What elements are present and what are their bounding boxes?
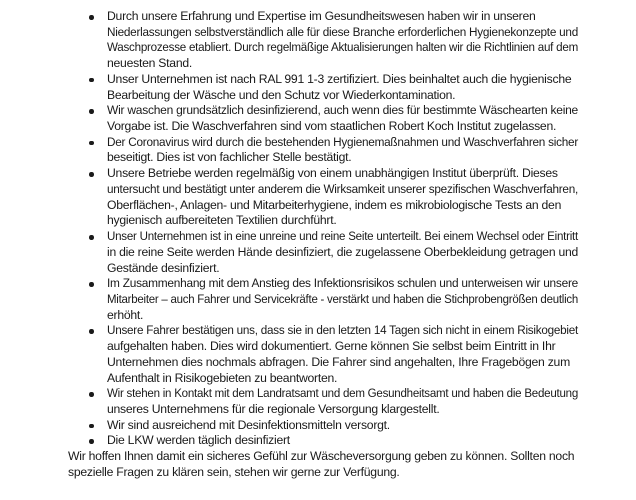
text-line: neuesten Stand.: [107, 56, 193, 71]
bullet-icon: [89, 109, 94, 114]
text-line: Die LKW werden täglich desinfiziert: [107, 433, 290, 448]
bullet-icon: [89, 439, 94, 444]
document-body: [0, 9, 636, 481]
text-line: Wir waschen grundsätzlich desinfizierend, auch wenn dies für bestimmte Wäschearten keine: [107, 103, 579, 118]
text-line: Mitarbeiter – auch Fahrer und Servicekräfte - verstärkt und haben die Stichprobengrößen deutlich: [107, 291, 578, 306]
bullet-icon: [89, 172, 94, 177]
text-line: Waschprozesse etabliert. Durch regelmäßige Aktualisierungen halten wir die Richtlinien auf dem: [107, 40, 578, 55]
text-line: Aufenthalt in Risikogebieten zu beantworten.: [107, 370, 338, 385]
text-line: Unser Unternehmen ist nach RAL 991 1-3 zertifiziert. Dies beinhaltet auch die hygienische: [107, 71, 572, 86]
bullet-icon: [89, 282, 94, 287]
text-line: erhöht.: [107, 307, 144, 322]
text-line: Bearbeitung der Wäsche und den Schutz vor Wiederkontamination.: [107, 87, 456, 102]
text-line: aufgehalten haben. Dies wird dokumentiert. Gerne können Sie selbst beim Eintritt in Ihr: [107, 339, 556, 354]
list-item: [0, 135, 636, 166]
list-item: [0, 433, 636, 449]
list-item: [0, 72, 636, 103]
text-line: Wir sind ausreichend mit Desinfektionsmitteln versorgt.: [107, 417, 390, 432]
text-line: Durch unsere Erfahrung und Expertise im Gesundheitswesen haben wir in unseren: [107, 9, 536, 23]
list-item: [0, 9, 636, 72]
text-line: Wir stehen in Kontakt mit dem Landratsamt und dem Gesundheitsamt und haben die Bedeutung: [107, 386, 579, 401]
list-item: [0, 229, 636, 276]
text-line: beseitigt. Dies ist von fachlicher Stelle bestätigt.: [107, 150, 352, 165]
bullet-icon: [89, 78, 94, 83]
text-line: Der Coronavirus wird durch die bestehenden Hygienemaßnahmen und Waschverfahren sicher: [107, 134, 579, 149]
text-line: untersucht und bestätigt unter anderem die Wirksamkeit unserer spezifischen Waschverfahren,: [107, 181, 579, 196]
bullet-icon: [89, 141, 94, 146]
text-line: Unser Unternehmen ist in eine unreine und reine Seite unterteilt. Bei einem Wechsel oder Eintritt: [107, 229, 579, 244]
list-item: [0, 276, 636, 323]
text-line: unseres Unternehmens für die regionale Versorgung klargestellt.: [107, 401, 440, 416]
text-line: Im Zusammenhang mit dem Anstieg des Infektionsrisikos schulen und unterweisen wir unsere: [107, 276, 579, 291]
list-item: [0, 418, 636, 434]
bullet-icon: [89, 392, 94, 397]
text-line: in die reine Seite werden Hände desinfiziert, die zugelassene Oberbekleidung getragen und: [107, 244, 578, 259]
text-line: Oberflächen-, Anlagen- und Mitarbeiterhygiene, indem es mikrobiologische Tests an den: [107, 197, 562, 212]
text-line: spezielle Fragen zu klären sein, stehen wir gerne zur Verfügung.: [68, 464, 400, 479]
bullet-icon: [89, 235, 94, 240]
list-item: [0, 323, 636, 386]
text-line: Unsere Betriebe werden regelmäßig von einem unabhängigen Institut überprüft. Dieses: [107, 166, 558, 181]
list-item: [0, 386, 636, 417]
text-line: Unternehmen dies nochmals abfragen. Die Fahrer sind angehalten, Ihre Fragebögen zum: [107, 354, 570, 369]
bullet-icon: [89, 424, 94, 429]
bullet-icon: [89, 329, 94, 334]
text-line: Vorgabe ist. Die Waschverfahren sind vom staatlichen Robert Koch Institut zugelassen.: [107, 119, 557, 134]
text-line: Wir hoffen Ihnen damit ein sicheres Gefühl zur Wäscheversorgung geben zu können. Sollten noch: [68, 449, 575, 464]
text-line: Gestände desinfiziert.: [107, 260, 220, 275]
closing-paragraph: [0, 449, 636, 480]
list-item: [0, 166, 636, 229]
text-line: hygienisch aufbereiteten Textilien durchführt.: [107, 213, 337, 228]
list-item: [0, 103, 636, 134]
text-line: Unsere Fahrer bestätigen uns, dass sie in den letzten 14 Tagen sich nicht in einem Risikogebiet: [107, 323, 578, 338]
bullet-icon: [89, 15, 94, 20]
bullet-list: [0, 9, 636, 449]
text-line: Niederlassungen selbstverständlich alle für diese Branche erforderlichen Hygienekonzepte und: [107, 24, 578, 39]
